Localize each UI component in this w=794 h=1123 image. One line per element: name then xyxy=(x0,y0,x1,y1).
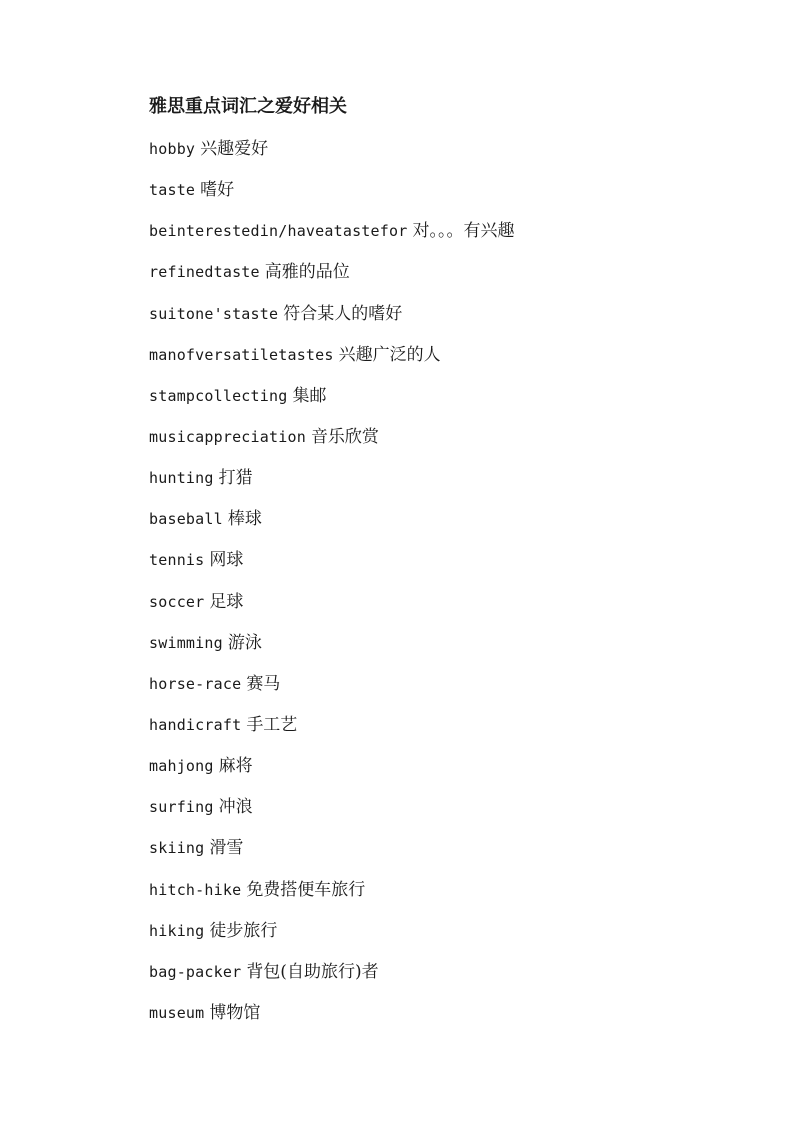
vocabulary-entry xyxy=(149,302,514,343)
entry-meaning: 徒步旅行 xyxy=(209,920,278,941)
entry-term: surfing xyxy=(149,798,214,817)
entry-meaning: 高雅的品位 xyxy=(264,262,350,283)
vocabulary-entry xyxy=(149,178,514,219)
entry-term: museum xyxy=(149,1003,205,1022)
vocabulary-entry xyxy=(149,672,514,713)
entry-term: mahjong xyxy=(149,757,214,776)
entry-meaning: 免费搭便车旅行 xyxy=(246,879,366,900)
entry-meaning: 麻将 xyxy=(218,756,253,777)
entry-term: tennis xyxy=(149,551,205,570)
entry-term: musicappreciation xyxy=(149,427,306,446)
entry-term: hobby xyxy=(149,140,196,158)
vocabulary-entry xyxy=(149,137,514,178)
entry-meaning: 背包(自助旅行)者 xyxy=(246,961,379,982)
entry-term: soccer xyxy=(149,592,205,611)
entry-meaning: 集邮 xyxy=(292,385,327,406)
entry-meaning: 滑雪 xyxy=(209,838,244,859)
vocabulary-entry xyxy=(149,466,514,507)
entry-term: hunting xyxy=(149,469,214,488)
vocabulary-entry xyxy=(149,754,514,795)
page-title: 雅思重点词汇之爱好相关 xyxy=(149,96,347,117)
entry-term: taste xyxy=(149,181,196,200)
entry-meaning: 兴趣广泛的人 xyxy=(338,344,441,365)
entry-term: skiing xyxy=(149,839,205,858)
entry-term: hiking xyxy=(149,921,205,940)
entry-term: beinterestedin/haveatastefor xyxy=(149,222,408,241)
entry-meaning: 游泳 xyxy=(227,632,262,653)
vocabulary-entry xyxy=(149,878,514,919)
entry-term: suitone'staste xyxy=(149,304,279,323)
entry-meaning: 足球 xyxy=(209,591,244,612)
entry-term: handicraft xyxy=(149,715,242,734)
vocabulary-entry xyxy=(149,1001,514,1042)
vocabulary-entry xyxy=(149,219,514,260)
entry-meaning: 网球 xyxy=(209,550,244,571)
entry-meaning: 手工艺 xyxy=(246,714,298,735)
entry-meaning: 符合某人的嗜好 xyxy=(283,303,403,324)
vocabulary-entry xyxy=(149,260,514,301)
entry-term: horse-race xyxy=(149,674,242,693)
entry-term: bag-packer xyxy=(149,962,242,981)
vocabulary-entry xyxy=(149,795,514,836)
entry-term: hitch-hike xyxy=(149,880,242,899)
vocabulary-entry xyxy=(149,384,514,425)
entry-term: baseball xyxy=(149,510,223,529)
entry-term: stampcollecting xyxy=(149,386,288,405)
vocabulary-entry xyxy=(149,343,514,384)
entry-meaning: 嗜好 xyxy=(200,180,235,201)
vocabulary-entry xyxy=(149,836,514,877)
vocabulary-entry xyxy=(149,507,514,548)
entry-meaning: 冲浪 xyxy=(218,797,253,818)
entry-meaning: 打猎 xyxy=(218,468,253,489)
entry-meaning: 赛马 xyxy=(246,673,281,694)
vocabulary-entry xyxy=(149,713,514,754)
entry-term: refinedtaste xyxy=(149,263,260,282)
entry-term: manofversatiletastes xyxy=(149,345,334,364)
entry-meaning: 音乐欣赏 xyxy=(310,426,379,447)
entry-term: swimming xyxy=(149,633,223,652)
entry-meaning: 兴趣爱好 xyxy=(200,139,269,159)
entry-meaning: 棒球 xyxy=(227,509,262,530)
vocabulary-entry xyxy=(149,590,514,631)
vocabulary-entry xyxy=(149,960,514,1001)
entry-meaning: 对。。。有兴趣 xyxy=(412,221,515,242)
entry-meaning: 博物馆 xyxy=(209,1002,261,1023)
vocabulary-entry xyxy=(149,425,514,466)
vocabulary-list xyxy=(149,137,514,1042)
vocabulary-entry xyxy=(149,631,514,672)
vocabulary-entry xyxy=(149,919,514,960)
vocabulary-entry xyxy=(149,548,514,589)
